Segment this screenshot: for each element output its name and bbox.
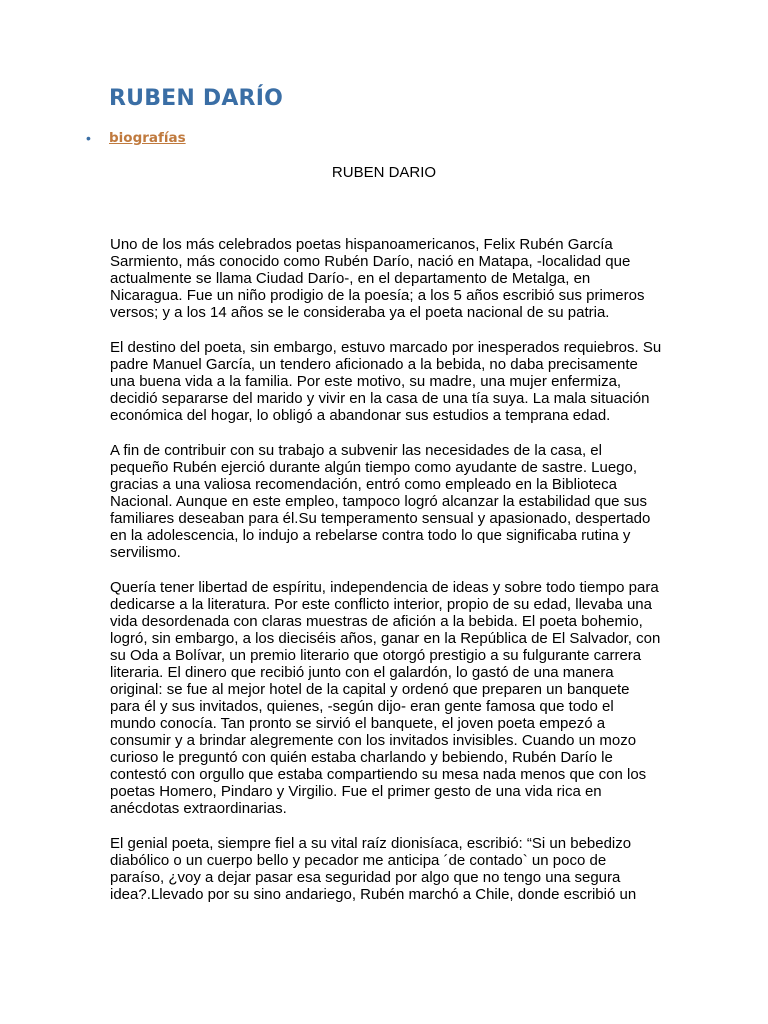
category-link-biografias[interactable]: biografías bbox=[109, 130, 186, 146]
document-subtitle: RUBEN DARIO bbox=[331, 164, 437, 181]
bullet-icon: • bbox=[86, 130, 91, 146]
paragraph-3: A fin de contribuir con su trabajo a subvenir las necesidades de la casa, el pequeño Rubén ejerció durante algún tiempo como ayudante de sastre. Luego, gracias a una valiosa recomendación, entró como empleado en la Biblioteca Nacional. Aunque en este empleo, tampoco logró alcanzar la estabilidad que sus familiares deseaban para él.Su temperamento sensual y apasionado, despertado en la adolescencia, lo indujo a rebelarse contra todo lo que significaba rutina y servilismo. bbox=[110, 442, 651, 561]
paragraph-4: Quería tener libertad de espíritu, independencia de ideas y sobre todo tiempo para dedicarse a la literatura. Por este conflicto interior, propio de su edad, llevaba una vida desordenada con claras muestras de afición a la bebida. El poeta bohemio, logró, sin embargo, a los dieciséis años, ganar en la República de El Salvador, con su Oda a Bolívar, un premio literario que otorgó prestigio a su fulgurante carrera literaria. El dinero que recibió junto con el galardón, lo gastó de una manera original: se fue al mejor hotel de la capital y ordenó que preparen un banquete para él y sus invitados, quienes, -según dijo- eran gente famosa que todo el mundo conocía. Tan pronto se sirvió el banquete, el joven poeta empezó a consumir y a brindar alegremente con los invitados invisibles. Cuando un mozo curioso le preguntó con quién estaba charlando y bebiendo, Rubén Darío le contestó con orgullo que estaba compartiendo su mesa nada menos que con los poetas Homero, Pindaro y Virgilio. Fue el primer gesto de una vida rica en anécdotas extraordinarias. bbox=[110, 579, 661, 817]
page-title: RUBEN DARÍO bbox=[109, 86, 283, 111]
paragraph-1: Uno de los más celebrados poetas hispanoamericanos, Felix Rubén García Sarmiento, más conocido como Rubén Darío, nació en Matapa, -localidad que actualmente se llama Ciudad Darío-, en el departamento de Metalga, en Nicaragua. Fue un niño prodigio de la poesía; a los 5 años escribió sus primeros versos; y a los 14 años se le consideraba ya el poeta nacional de su patria. bbox=[110, 236, 645, 321]
paragraph-2: El destino del poeta, sin embargo, estuvo marcado por inesperados requiebros. Su padre Manuel García, un tendero aficionado a la bebida, no daba precisamente una buena vida a la familia. Por este motivo, su madre, una mujer enfermiza, decidió separarse del marido y vivir en la casa de una tía suya. La mala situación económica del hogar, lo obligó a abandonar sus estudios a temprana edad. bbox=[110, 339, 662, 424]
document-body bbox=[110, 236, 662, 921]
paragraph-5: El genial poeta, siempre fiel a su vital raíz dionisíaca, escribió: “Si un bebedizo diabólico o un cuerpo bello y pecador me anticipa ´de contado` un poco de paraíso, ¿voy a dejar pasar esa seguridad por algo que no tengo una segura idea?.Llevado por su sino andariego, Rubén marchó a Chile, donde escribió un bbox=[110, 835, 637, 903]
